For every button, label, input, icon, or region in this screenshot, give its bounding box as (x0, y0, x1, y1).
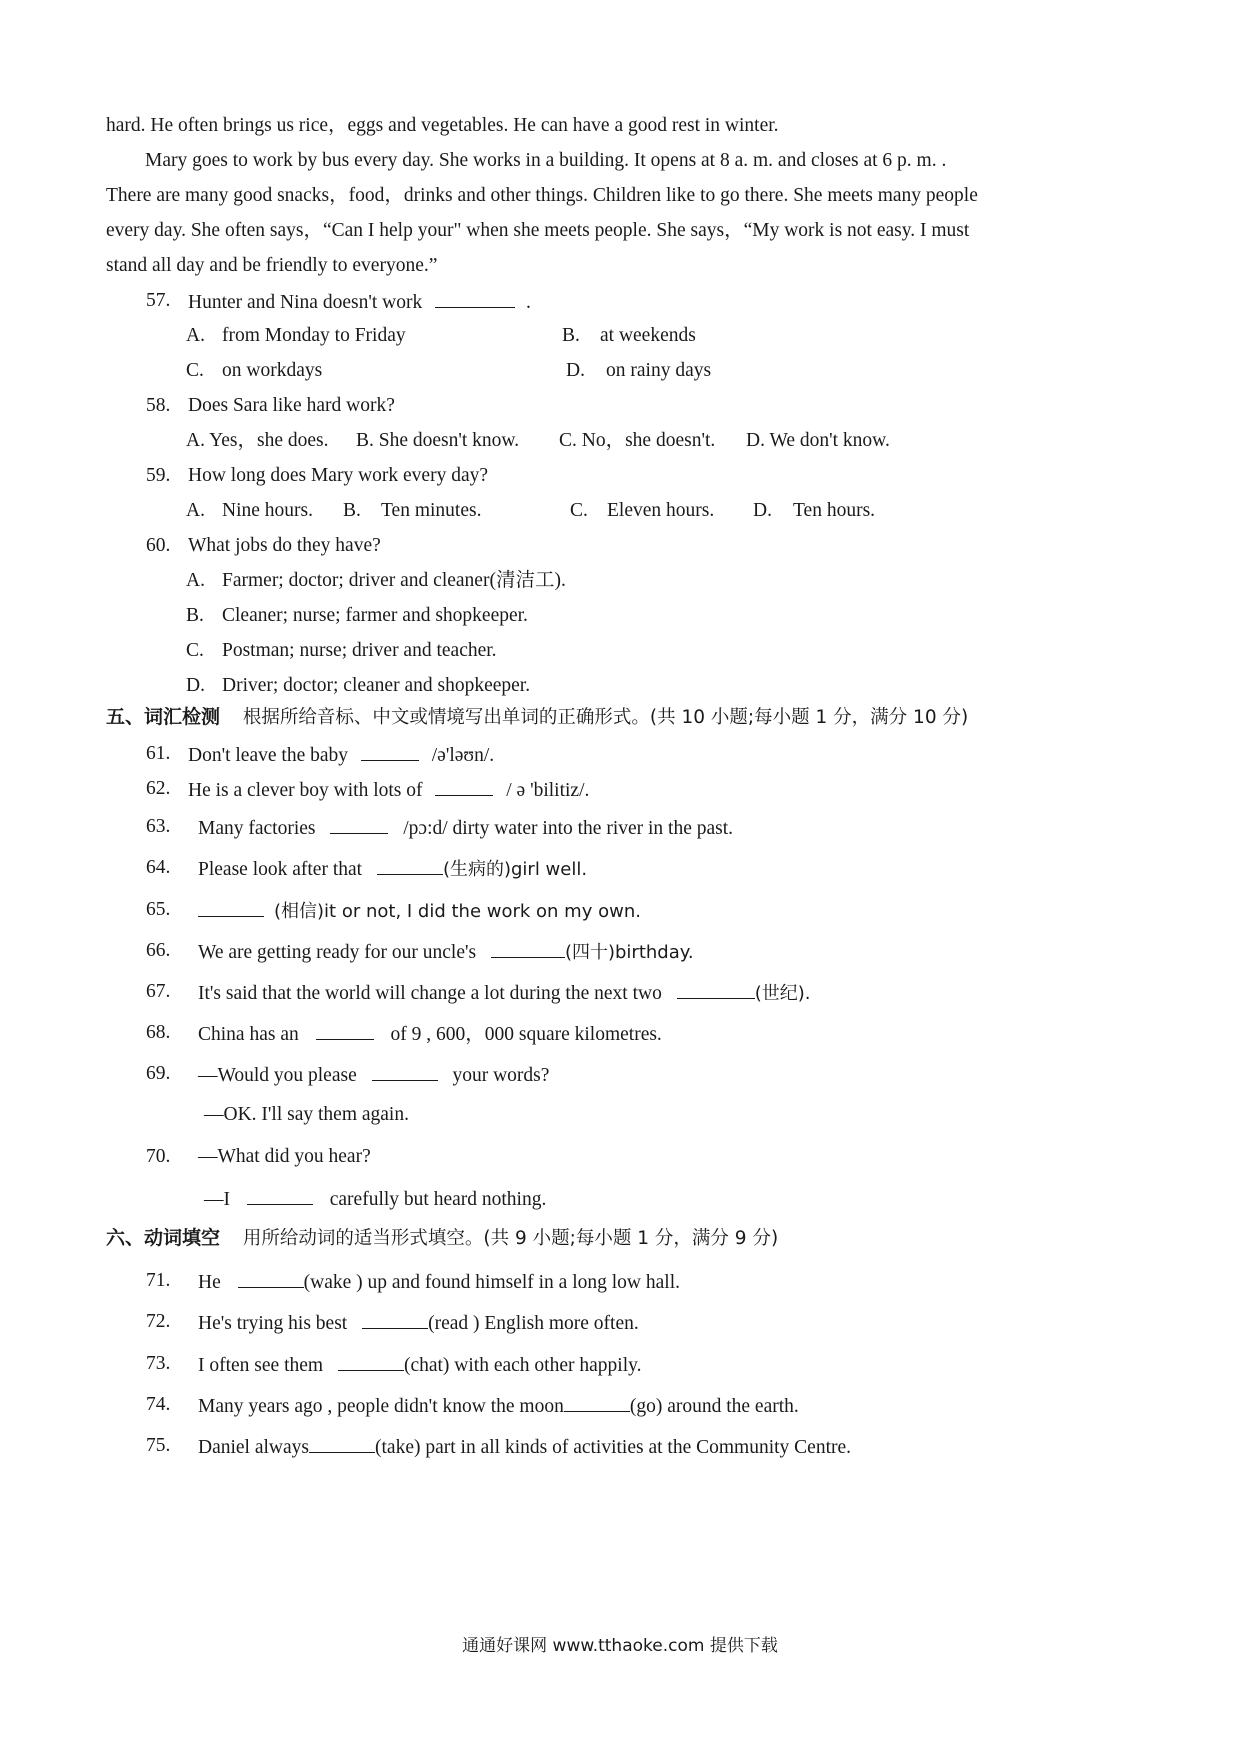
option-d[interactable]: D. (186, 675, 205, 696)
answer-blank[interactable] (247, 1188, 313, 1205)
question-number: 69. (146, 1063, 171, 1084)
section-header (106, 1229, 778, 1249)
answer-blank[interactable] (435, 291, 515, 308)
question-line (198, 817, 733, 839)
question-hint: / ə 'bilitiz/. (506, 780, 590, 801)
option-c[interactable]: C. No，she doesn't. (559, 430, 716, 451)
question-end: . (525, 292, 531, 313)
question-text: Many years ago , people didn't know the moon (198, 1396, 564, 1417)
question-hint: (take) part in all kinds of activities at the Community Centre. (375, 1437, 852, 1458)
question-text: We are getting ready for our uncle's (198, 942, 477, 963)
option-text: Farmer; doctor; driver and cleaner(清洁工). (222, 570, 566, 591)
reply-text: —I (204, 1189, 230, 1210)
option-a[interactable]: A. (186, 570, 205, 591)
question-line (188, 779, 589, 801)
answer-blank[interactable] (309, 1436, 375, 1453)
dialogue-reply: —OK. I'll say them again. (204, 1104, 409, 1125)
option-b[interactable]: B. She doesn't know. (356, 430, 520, 451)
option-text: from Monday to Friday (222, 325, 406, 346)
question-text: How long does Mary work every day? (188, 465, 489, 486)
question-text: Hunter and Nina doesn't work (188, 292, 423, 313)
question-stem (188, 291, 531, 313)
question-number: 60. (146, 535, 171, 556)
section-description: 根据所给音标、中文或情境写出单词的正确形式。(共 10 小题;每小题 1 分，满分 10 分) (242, 707, 969, 728)
question-number: 74. (146, 1394, 171, 1415)
page-footer: 通通好课网 www.tthaoke.com 提供下载 (462, 1636, 778, 1656)
question-text: —Would you please (198, 1065, 357, 1086)
passage-line: hard. He often brings us rice，eggs and vegetables. He can have a good rest in winter. (106, 115, 779, 136)
question-line (198, 1064, 549, 1086)
question-text: Don't leave the baby (188, 745, 348, 766)
option-text: Nine hours. (222, 500, 313, 521)
option-text: Cleaner; nurse; farmer and shopkeeper. (222, 605, 528, 626)
question-text: What jobs do they have? (188, 535, 381, 556)
question-number: 67. (146, 981, 171, 1002)
answer-blank[interactable] (677, 982, 755, 999)
question-line (198, 1271, 680, 1293)
question-text: It's said that the world will change a lot during the next two (198, 983, 662, 1004)
answer-blank[interactable] (238, 1271, 304, 1288)
question-text: He's trying his best (198, 1313, 348, 1334)
question-number: 70. (146, 1146, 171, 1167)
question-number: 68. (146, 1022, 171, 1043)
question-number: 59. (146, 465, 171, 486)
question-text: Please look after that (198, 859, 363, 880)
option-text: Ten minutes. (381, 500, 482, 521)
question-line (198, 1395, 799, 1417)
option-a[interactable]: A. (186, 500, 205, 521)
question-text: He is a clever boy with lots of (188, 780, 423, 801)
answer-blank[interactable] (377, 858, 443, 875)
option-d[interactable]: D. We don't know. (746, 430, 890, 451)
option-b[interactable]: B. (186, 605, 204, 626)
question-text: —What did you hear? (198, 1146, 371, 1167)
question-line (198, 1354, 641, 1376)
question-hint: (生病的)girl well. (442, 859, 588, 880)
option-b[interactable] (562, 326, 580, 346)
question-text: Many factories (198, 818, 316, 839)
question-hint: (wake ) up and found himself in a long low hall. (303, 1272, 680, 1293)
option-letter: D. (566, 360, 585, 381)
question-hint: (go) around the earth. (629, 1396, 799, 1417)
question-number: 71. (146, 1270, 171, 1291)
question-line (198, 982, 811, 1004)
question-line (198, 1312, 639, 1334)
answer-blank[interactable] (491, 941, 565, 958)
option-letter: A. (186, 325, 205, 346)
question-hint: /ə'ləʊn/. (431, 745, 495, 766)
passage-line: Mary goes to work by bus every day. She works in a building. It opens at 8 a. m. and closes at 6 p. m. . (145, 150, 947, 171)
section-title: 六、动词填空 (106, 1227, 221, 1249)
question-line (198, 1023, 662, 1045)
question-number: 64. (146, 857, 171, 878)
option-letter: C. (186, 360, 204, 381)
answer-blank[interactable] (316, 1023, 374, 1040)
question-line (188, 744, 494, 766)
passage-line: There are many good snacks，food，drinks and other things. Children like to go there. She meets many people (106, 185, 978, 206)
question-number: 58. (146, 395, 171, 416)
question-line (198, 1436, 851, 1458)
question-number: 73. (146, 1353, 171, 1374)
question-text: China has an (198, 1024, 299, 1045)
question-number: 66. (146, 940, 171, 961)
question-hint: (相信)it or not, I did the work on my own. (274, 901, 641, 922)
option-d[interactable] (566, 361, 585, 381)
passage-line: every day. She often says，“Can I help your" when she meets people. She says，“My work is not easy. I must (106, 220, 970, 241)
question-hint: (世纪). (754, 983, 811, 1004)
option-letter: B. (562, 325, 580, 346)
dialogue-reply (204, 1188, 546, 1210)
question-line (198, 900, 641, 922)
question-text: He (198, 1272, 221, 1293)
question-line (198, 941, 694, 963)
question-number: 63. (146, 816, 171, 837)
option-text: Driver; doctor; cleaner and shopkeeper. (222, 675, 531, 696)
answer-blank[interactable] (198, 900, 264, 917)
question-number: 75. (146, 1435, 171, 1456)
section-description: 用所给动词的适当形式填空。(共 9 小题;每小题 1 分，满分 9 分) (242, 1228, 779, 1249)
reply-text: carefully but heard nothing. (329, 1189, 547, 1210)
question-number: 65. (146, 899, 171, 920)
answer-blank[interactable] (362, 1312, 428, 1329)
option-a[interactable]: A. Yes，she does. (186, 430, 329, 451)
question-number: 62. (146, 778, 171, 799)
section-title: 五、词汇检测 (106, 706, 221, 728)
question-number: 72. (146, 1311, 171, 1332)
question-text: I often see them (198, 1355, 324, 1376)
answer-blank[interactable] (338, 1354, 404, 1371)
passage-line: stand all day and be friendly to everyone.” (106, 255, 438, 276)
question-hint: your words? (452, 1065, 550, 1086)
option-a[interactable] (186, 326, 205, 346)
option-text: Ten hours. (793, 500, 876, 521)
question-hint: (四十)birthday. (564, 942, 694, 963)
answer-blank[interactable] (435, 779, 493, 796)
answer-blank[interactable] (361, 744, 419, 761)
question-text: Does Sara like hard work? (188, 395, 395, 416)
option-text: on rainy days (606, 360, 712, 381)
option-text: Postman; nurse; driver and teacher. (222, 640, 497, 661)
option-d[interactable]: D. (753, 500, 772, 521)
option-b[interactable]: B. (343, 500, 361, 521)
answer-blank[interactable] (330, 817, 388, 834)
question-hint: (chat) with each other happily. (403, 1355, 642, 1376)
question-line (198, 858, 587, 880)
option-text: Eleven hours. (607, 500, 715, 521)
option-c[interactable] (186, 361, 204, 381)
option-c[interactable]: C. (186, 640, 204, 661)
option-c[interactable]: C. (570, 500, 588, 521)
question-hint: /pɔ:d/ dirty water into the river in the past. (403, 818, 734, 839)
answer-blank[interactable] (372, 1064, 438, 1081)
answer-blank[interactable] (564, 1395, 630, 1412)
question-text: Daniel always (198, 1437, 310, 1458)
option-text: at weekends (600, 325, 696, 346)
question-number: 61. (146, 743, 171, 764)
section-header (106, 708, 968, 728)
question-hint: (read ) English more often. (428, 1313, 639, 1334)
question-hint: of 9 , 600，000 square kilometres. (390, 1024, 662, 1045)
option-text: on workdays (222, 360, 323, 381)
question-number: 57. (146, 290, 171, 311)
